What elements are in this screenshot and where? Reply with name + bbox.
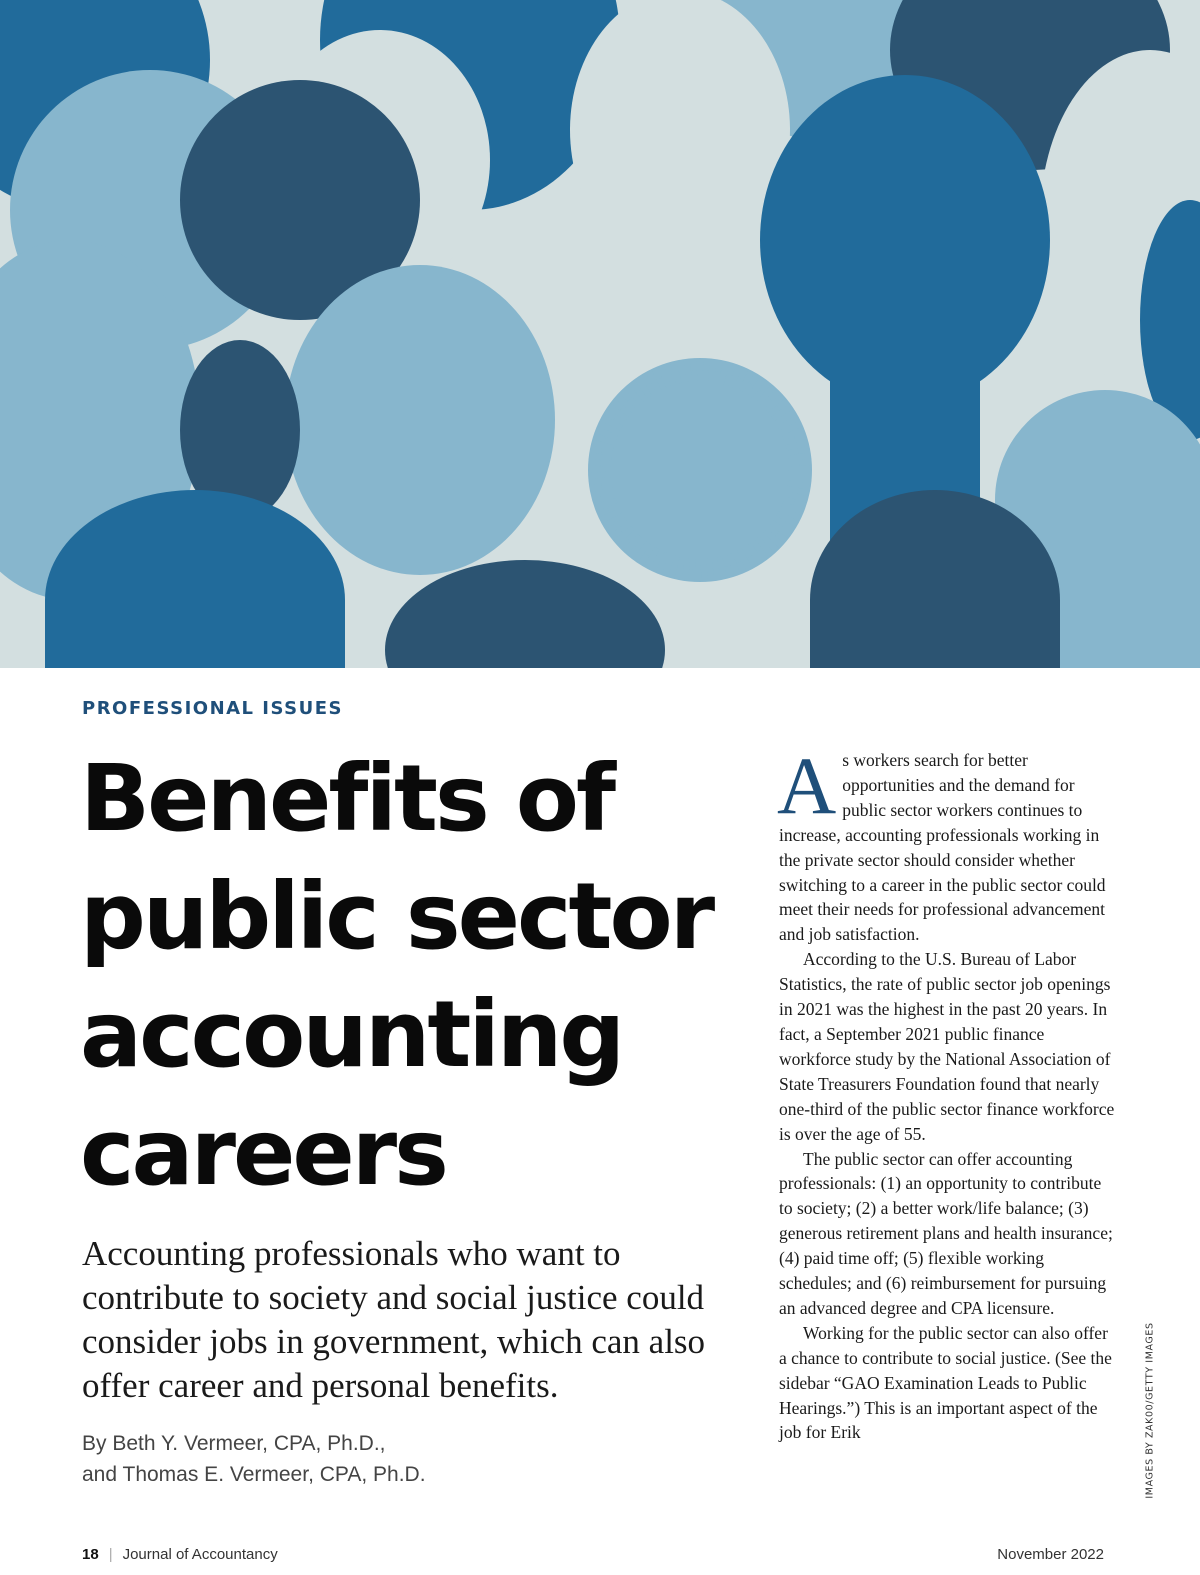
issue-date: November 2022 [997, 1546, 1104, 1563]
body-paragraph-1 [777, 740, 1117, 947]
publication-name: Journal of Accountancy [122, 1546, 278, 1563]
body-paragraph-3: The public sector can offer accounting professionals: (1) an opportunity to contribute to society; (2) a better work/life balance; (3) generous retirement plans and health insurance; (4) paid time off; (5) flexible working schedules; and (6) reimbursement for pursuing an advanced degree and CPA licensure. [779, 1148, 1113, 1318]
people-silhouettes-illustration [0, 0, 1200, 668]
body-text-column [777, 740, 1117, 1445]
article-dek: Accounting professionals who want to contribute to society and social justice could consider jobs in government, which can also offer career and personal benefits. [82, 1234, 706, 1405]
section-label: PROFESSIONAL ISSUES [82, 698, 343, 719]
page-footer [82, 1546, 1104, 1563]
byline-line-1: By Beth Y. Vermeer, CPA, Ph.D., [82, 1432, 386, 1455]
body-paragraph-1-text: s workers search for better opportunities and the demand for public sector workers continues to increase, accounting professionals working in the private sector should consider whether switching to a career in the public sector could meet their needs for professional advancement and job satisfaction. [779, 750, 1106, 945]
drop-cap: A [777, 740, 837, 831]
byline-line-2: and Thomas E. Vermeer, CPA, Ph.D. [82, 1463, 426, 1486]
footer-separator: | [108, 1546, 113, 1563]
body-paragraph-2: According to the U.S. Bureau of Labor Statistics, the rate of public sector job openings in 2021 was the highest in the past 20 years. In fact, a September 2021 public finance workforce study by the National Association of State Treasurers Foundation found that nearly one-third of the public sector finance workforce is over the age of 55. [779, 949, 1115, 1144]
body-paragraph-4: Working for the public sector can also offer a chance to contribute to social justice. (See the sidebar “GAO Examination Leads to Public Hearings.”) This is an important aspect of the job for Erik [779, 1322, 1112, 1443]
page-number: 18 [82, 1546, 99, 1563]
article-headline: Benefits of public sector accounting careers [80, 745, 713, 1206]
byline [82, 1428, 582, 1490]
hero-illustration [0, 0, 1200, 668]
image-credit: IMAGES BY ZAK00/GETTY IMAGES [1144, 1322, 1156, 1499]
